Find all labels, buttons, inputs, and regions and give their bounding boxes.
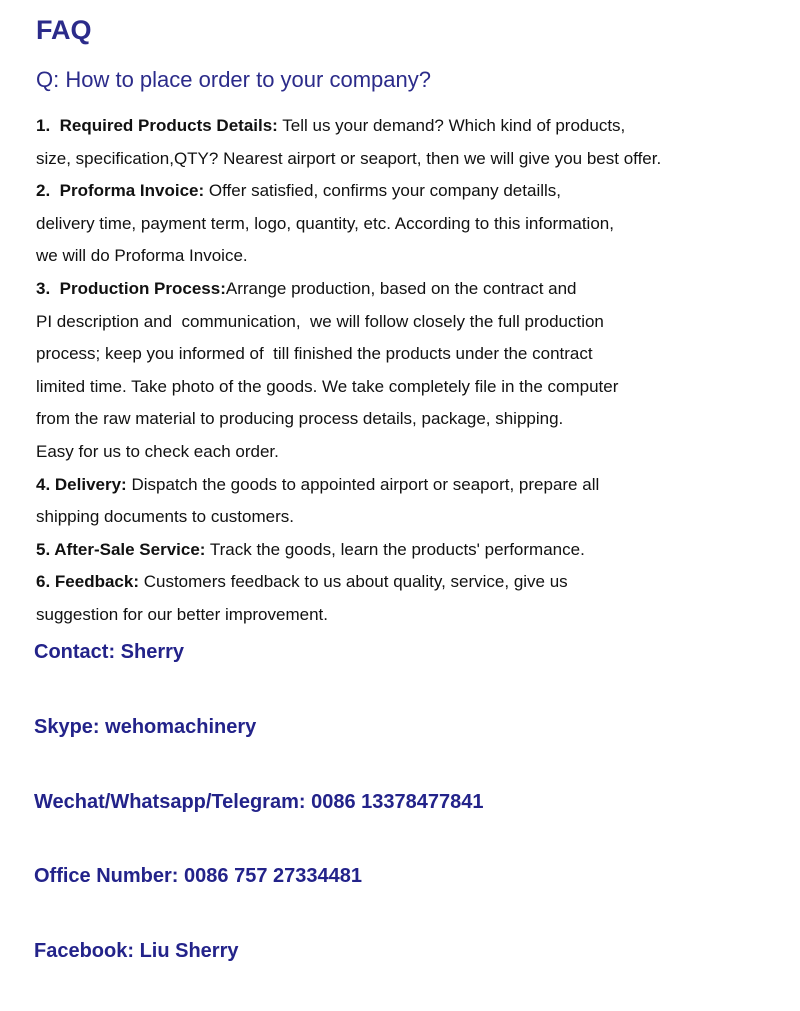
step-after-sale-service <box>36 537 796 570</box>
step-text: process; keep you informed of till finished the products under the contract <box>36 344 593 364</box>
step-line <box>36 439 796 472</box>
step-text: suggestion for our better improvement. <box>36 604 328 624</box>
step-line <box>36 374 796 407</box>
step-text: from the raw material to producing process details, package, shipping. <box>36 409 564 429</box>
contact-name: Contact: Sherry <box>34 641 185 663</box>
step-text: delivery time, payment term, logo, quantity, etc. According to this information, <box>36 213 614 233</box>
step-text: Dispatch the goods to appointed airport or seaport, prepare all <box>126 474 600 494</box>
step-heading: 6. Feedback: <box>36 572 139 592</box>
step-line <box>36 211 796 244</box>
step-text: Tell us your demand? Which kind of products, <box>277 116 626 135</box>
step-text: Easy for us to check each order. <box>36 441 279 461</box>
step-text: we will do Proforma Invoice. <box>36 246 248 266</box>
step-text: shipping documents to customers. <box>36 507 294 527</box>
contact-office-number: Office Number: 0086 757 27334481 <box>34 865 362 888</box>
contact-skype: Skype: wehomachinery <box>34 715 257 738</box>
step-line <box>36 146 796 179</box>
step-heading: 5. After-Sale Service: <box>36 539 206 559</box>
step-line <box>36 569 796 602</box>
faq-question: Q: How to place order to your company? <box>36 67 431 92</box>
step-text: PI description and communication, we will follow closely the full production <box>36 311 604 331</box>
step-line <box>36 504 796 537</box>
step-text: Offer satisfied, confirms your company detaills, <box>204 181 561 201</box>
contact-info <box>34 637 484 1011</box>
step-line <box>36 309 796 342</box>
step-feedback <box>36 569 796 634</box>
step-line <box>36 341 796 374</box>
page-title: FAQ <box>36 15 92 45</box>
step-text: Track the goods, learn the products' performance. <box>205 539 585 559</box>
step-line <box>36 472 796 505</box>
step-production-process <box>36 276 796 472</box>
step-heading: 3. Production Process: <box>36 278 226 298</box>
step-text: Customers feedback to us about quality, service, give us <box>139 572 568 592</box>
step-text: limited time. Take photo of the goods. We take completely file in the computer <box>36 376 619 396</box>
step-text: Arrange production, based on the contract and <box>225 278 577 298</box>
step-line <box>36 113 796 146</box>
step-line <box>36 537 796 570</box>
step-line <box>36 406 796 439</box>
contact-facebook: Facebook: Liu Sherry <box>34 940 239 963</box>
step-heading: 4. Delivery: <box>36 474 127 494</box>
step-line <box>36 243 796 276</box>
step-text: size, specification,QTY? Nearest airport or seaport, then we will give you best offer. <box>36 148 662 168</box>
step-line <box>36 276 796 309</box>
contact-wechat-whatsapp-telegram: Wechat/Whatsapp/Telegram: 0086 13378477841 <box>34 790 484 813</box>
step-heading: 1. Required Products Details: <box>36 116 278 135</box>
step-proforma-invoice <box>36 178 796 276</box>
step-line <box>36 178 796 211</box>
faq-answer <box>36 113 796 635</box>
step-delivery <box>36 472 796 537</box>
step-line <box>36 602 796 635</box>
step-required-products-details <box>36 113 796 178</box>
step-heading: 2. Proforma Invoice: <box>36 181 205 201</box>
